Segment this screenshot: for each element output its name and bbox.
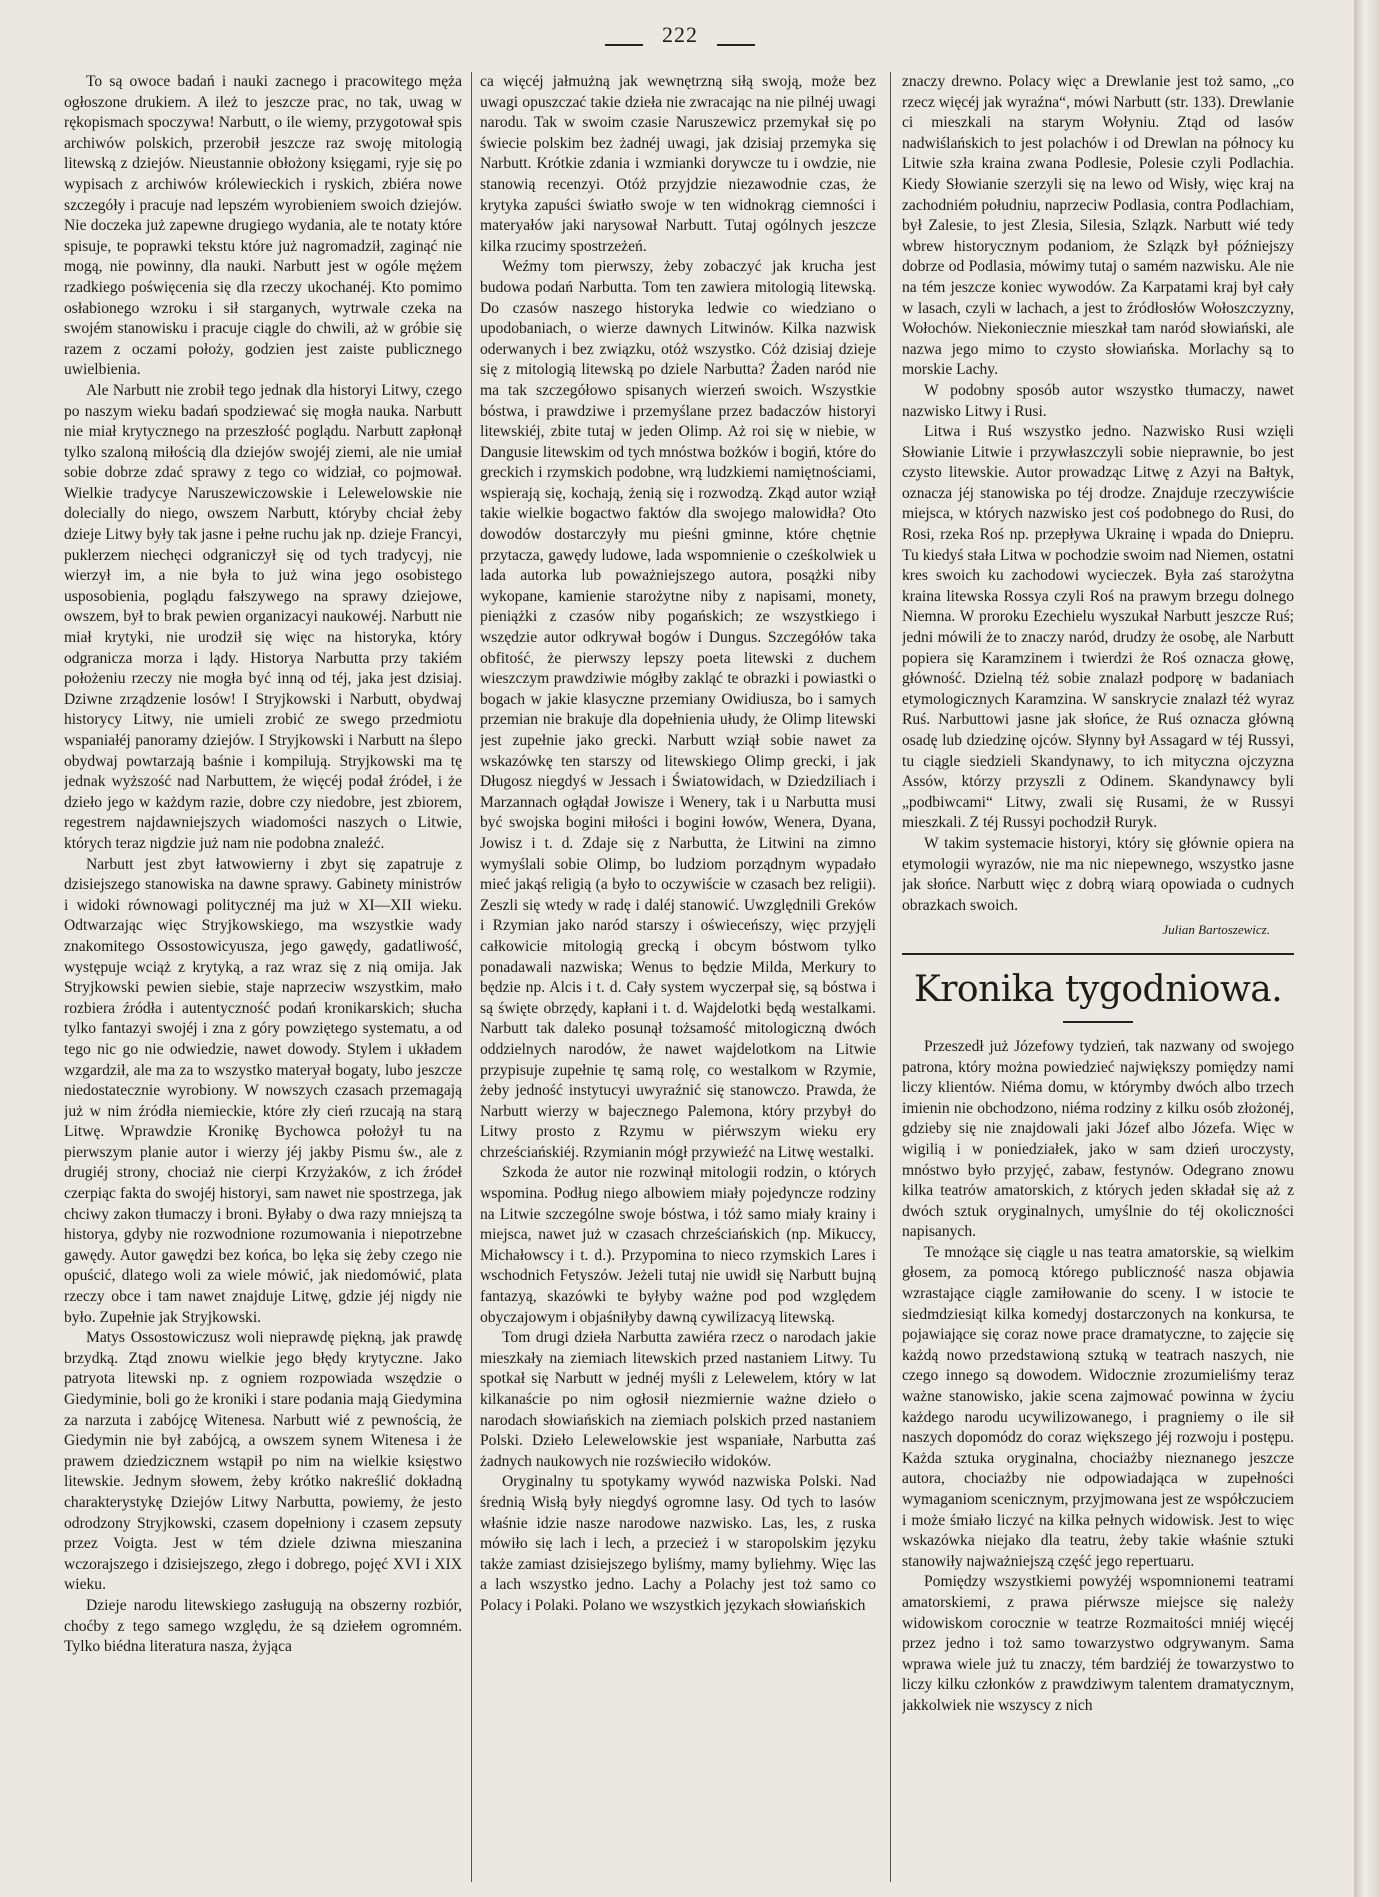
article-signature: Julian Bartoszewicz. bbox=[1162, 922, 1270, 938]
page-header bbox=[0, 18, 1380, 58]
paragraph: To są owoce badań i nauki zacnego i pracowitego męża ogłoszone drukiem. A ileż to jeszcze prac, no tak, uwag w rękopismach spoczywa! Narbutt, o ile wiemy, przygotował spis archiwów polskich, przerobił jeszcze raz swoję mitologią litewską z dziejów. Nieustannie obłożony księgami, ryje się po wypisach z archiwów królewieckich i ryskich, zbiéra nowe szczegóły i pracuje nad lepszém wyrobieniem swoich dziejów. Nie doczeka już zapewne drugiego wydania, ale te notaty które spisuje, te poprawki tekstu które już nagromadził, zaginąć nie mogą, nie powinny, dla nauki. Narbutt jest w ogóle mężem rzadkiego poświęcenia się dla rzeczy ukochanéj. Kto pomimo osłabionego wzroku i sił starganych, wytrwale czeka na swojém stanowisku i pracuje ciągle do chwili, aż w gróbie się razem z oczami położy, godzien jest zaiste publicznego uwielbienia. bbox=[64, 73, 462, 379]
column-divider bbox=[471, 72, 472, 1882]
paragraph: Oryginalny tu spotykamy wywód nazwiska Polski. Nad średnią Wisłą były niegdyś ogromne lasy. Od tych to lasów właśnie idzie nasze narodowe nazwisko. Las, les, z ruska mówiło się lach i lech, a przecież i w staropolskim języku także zamiast dzisiejszego byliśmy, mamy byliehmy. Więc las a lach wszystko jedno. Lachy a Polachy jest toż samo co Polacy i Polaki. Polano we wszystkich językach słowiańskich bbox=[480, 1473, 876, 1614]
paragraph: Pomiędzy wszystkiemi powyżéj wspomnionemi teatrami amatorskiemi, z prawa piérwsze miejsce się należy widowiskom corocznie w teatrze Rozmaitości mniéj więcéj przez jedno i toż samo towarzystwo odgrywanym. Sama wprawa wiele już tu znaczy, tém bardziéj że towarzystwo to liczy kilku członków z prawdziwym talentem dramatycznym, jakkolwiek nie wszyscy z nich bbox=[902, 1573, 1294, 1714]
header-rule-right bbox=[717, 44, 755, 46]
paragraph: Ale Narbutt nie zrobił tego jednak dla historyi Litwy, czego po naszym wieku badań spodziewać się mogła nauka. Narbutt nie miał krytycznego na przeszłość poglądu. Narbutt zapłonął tylko szaloną miłością dla dziejów swojéj ziemi, ale nie umiał sobie dobrze zdać sprawy z tego co widział, co pojmował. Wielkie tradycye Naruszewiczowskie i Lelewelowskie nie dolecially do niego, owszem Narbutt, któryby chciał żeby dzieje Litwy były tak jasne i pełne ruchu jak np. dzieje Francyi, puklerzem niechęci odgraniczył się od tych tradycyj, nie wierzył im, a nie była to już wina jego osobistego usposobienia, poglądu fałszywego na sprawy dziejowe, owszem, był to brak pewien organizacyi naukowéj. Narbutt nie miał krytyki, nie urodził się więc na historyka, który odgranicza morza i lądy. Historya Narbutta przy takiém położeniu rzeczy nie mogła być inną od téj, jaka jest dzisiaj. Dziwne zrządzenie losów! I Stryjkowski i Narbutt, obydwaj historycy Litwy, nie umieli zrobić ze swego przedmiotu wspaniałéj panoramy dziejów. I Stryjkowski i Narbutt na ślepo obydwaj powtarzają baśnie i kompilują. Stryjkowski ma tę jednak wyższość nad Narbuttem, że więcéj podał źródeł, i że dzieło jego w każdym razie, dobre czy niedobre, jest zbiorem, regestrem najdawniejszych wiadomości naszych o Litwie, których teraz nigdzie już nam nie podobna znaleźć. bbox=[64, 381, 462, 852]
paragraph: Matys Ossostowiczusz woli nieprawdę piękną, jak prawdę brzydką. Ztąd znowu wielkie jego błędy krytyczne. Jako patryota litewski np. z ogniem rozpowiada wszędzie o Giedyminie, boli go że kroniki i stare podania mają Giedymina za narzuta i zabójcę Witenesa. Narbutt wié z pewnością, że Giedymin nie był zabójcą, a owszem synem Witenesa i że prawem dziedzicznem wstąpił po nim na wielkie księstwo litewskie. Jednym słowem, żeby krótko nakreślić dokładną charakterystykę Dziejów Litwy Narbutta, powiemy, że jesto odrodzony Stryjkowski, czasem dopełniony i czasem zepsuty przez Voigta. Jest w tém dziele dziwna mieszanina wczorajszego i dzisiejszego, złego i dobrego, pojęć XVI i XIX wieku. bbox=[64, 1329, 462, 1594]
paragraph: Weźmy tom pierwszy, żeby zobaczyć jak krucha jest budowa podań Narbutta. Tom ten zawiera mitologią litewską. Do czasów naszego historyka ledwie co wiedziano o upodobaniach, o wierze dawnych Litwinów. Kilka nazwisk oderwanych i bez związku, otóż wszystko. Cóż dzisiaj dzieje się z mitologią litewską po dziele Narbutta? Żaden naród nie ma tak szczegółowo spisanych wierzeń swoich. Wszystkie bóstwa, i prawdziwe i przemyślane przez badaczów historyi litewskiéj, zbite tutaj w jeden Olimp. Aż roi się w niebie, w Dangusie litewskim od tych mnóstwa bożków i bogiń, które do greckich i rzymskich podobne, wrą ludzkiemi namiętnościami, wspierają się, kochają, żenią się i rozwodzą. Zkąd autor wziął takie wielkie bogactwo faktów dla swojego malowidła? Oto dowodów dostarczyły mu pieśni gminne, które chętnie przytacza, gawędy ludowe, lada wspomnienie o cześkolwiek u lada autorka lub poważniejszego autora, posążki niby wykopane, kamienie starożytne niby z napisami, monety, pieniążki z czasów niby pogańskich; ze wszystkiego i wszędzie autor odkrywał bogów i Dungus. Szczegółów taka obfitość, że pierwszy lepszy poeta litewski z duchem wieszczym prawdziwie mógłby zakląć te obrazki i powiastki o bogach w jakie klasyczne przemiany Owidiusza, bo i samych przemian nie brakuje dla dopełnienia ułudy, że Olimp litewski jest zupełnie jako grecki. Narbutt wziął sobie nawet za wskazówkę ten starszy od litewskiego Olimp grecki, i jak Długosz niegdyś w Jessach i Światowidach, w Dziedziliach i Marzannach ogłądał Jowisze i Wenery, tak i u Narbutta musi być swojska bogini miłości i bogini łowów, Wenera, Dyana, Jowisz i t. d. Zdaje się z Narbutta, że Litwini na zimno wymyślali sobie Olimp, bo ludziom porządnym wypadało mieć jakąś religią (a było to oczywiście w czasach bez religii). Zeszli się wtedy w radę i daléj stanowić. Uwzględnili Greków i Rzymian jako naród starszy i oświeceńszy, więc przyjęli całkowicie mitologią grecką i obcym bóstwom tylko ponadawali nazwiska; Wenus to będzie Milda, Merkury to będzie np. Alcis i t. d. Cały system wyczerpał się, są bóstwa i są święte obrzędy, kapłani i t. d. Wajdelotki będą westalkami. Narbutt tak daleko posunął tożsamość mitologiczną dwóch oddzielnych narodów, że nawet wajdelotkom na Litwie przypisuje zupełnie tę samą rolę, co westalkom w Rzymie, żeby jedność instytucyi uwyraźnić się stanowczo. Prawda, że Narbutt wierzy w bajecznego Palemona, który przybył do Litwy prosto z Rzymu w piérwszym wieku ery chrześciańskiéj. Rzymianin mógł przywieźć na Litwę westalki. bbox=[480, 258, 876, 1161]
title-underline bbox=[1063, 1021, 1133, 1023]
column-left bbox=[64, 72, 462, 1882]
paragraph: ca więcéj jałmużną jak wewnętrzną siłą swoją, może bez uwagi opuszczać takie dzieła nie zwracając na nie pilnéj uwagi narodu. Tak w swoim czasie Naruszewicz przemykał się po świecie polskim bez żadnéj uwagi, jak dzisiaj przemyka się Narbutt. Krótkie zdania i wzmianki dorywcze tu i owdzie, nie stanowią recenzyi. Otóż przyjdzie niezawodnie czas, że krytyka zapuści światło swoje w ten widnokrąg ciemności i materyałów jaki narysował Narbutt. Tutaj ogólnych jeszcze kilka rzucimy spostrzeżeń. bbox=[480, 73, 876, 255]
paragraph: Tom drugi dzieła Narbutta zawiéra rzecz o narodach jakie mieszkały na ziemiach litewskich przed nastaniem Litwy. Tu spotkał się Narbutt w jednéj myśli z Lelewelem, który w lat kilkanaście po nim ogłosił niezmiernie ważne dzieło o narodach słowiańskich na ziemiach polskich przed nastaniem Polski. Dzieło Lelewelowskie jest wspaniałe, Narbutta zaś żadnych naukowych nie rozświeciło widoków. bbox=[480, 1329, 876, 1470]
section-title: Kronika tygodniowa. bbox=[913, 968, 1283, 1010]
paragraph: Dzieje narodu litewskiego zasługują na obszerny rozbiór, choćby z tego samego względu, że są dziełem ogromném. Tylko biédna literatura nasza, żyjąca bbox=[64, 1596, 462, 1656]
paragraph: Te mnożące się ciągle u nas teatra amatorskie, są wielkim głosem, za pomocą którego publiczność nasza objawia wzrastające ciągle zamiłowanie do sceny. I w istocie te siedmdziesiąt kilka komedyj dostarczonych na konkursa, te pojawiające się coraz nowe prace dramatyczne, to zajęcie się każdą nowo przedstawioną sztuką w teatrach naszych, nie czego innego są dowodem. Widocznie zrozumieliśmy teraz ważne stanowisko, jakie scena zajmować powinna w życiu każdego narodu ucywilizowanego, i pragniemy o ile sił naszych dopomódz do coraz większego jéj rozwoju i postępu. Każda sztuka oryginalna, chociażby nieznanego jeszcze autora, chociażby nie odpowiadająca w zupełności wymaganiom scenicznym, przyjmowana jest ze współczuciem i może śmiało liczyć na kilka pełnych widowisk. Jest to więc wskazówka niejako dla teatru, żeby takie właśnie sztuki stanowiły najważniejszą część jego repertuaru. bbox=[902, 1243, 1294, 1570]
column-divider bbox=[890, 72, 891, 1882]
section-separator bbox=[902, 953, 1294, 955]
page-number: 222 bbox=[662, 22, 698, 47]
paragraph: W takim systemacie historyi, który się głównie opiera na etymologii wyrazów, nie ma nic niepewnego, wszystko jasne jak słońce. Narbutt więc z dobrą wiarą opowiada o cudnych obrazkach swoich. bbox=[902, 834, 1294, 914]
column-right bbox=[902, 72, 1294, 1882]
header-rule-left bbox=[605, 44, 643, 46]
paragraph: W podobny sposób autor wszystko tłumaczy, nawet nazwisko Litwy i Rusi. bbox=[902, 381, 1294, 420]
paragraph: Narbutt jest zbyt łatwowierny i zbyt się zapatruje z dzisiejszego stanowiska na dawne sprawy. Gabinety ministrów i widoki równowagi politycznéj ma już w XI—XII wieku. Odtwarzając więc Stryjkowskiego, ma wszystkie wady znakomitego Ossostowicyusza, jego gawędy, gadatliwość, występuje wciąż z krytyką, a raz wraz się z nią omija. Jak Stryjkowski pewien siebie, staje naprzeciw wszystkim, mało rozbiera źródła i autentyczność podań kronikarskich; słucha tylko fantazyi swojéj i zna z góry powziętego systematu, a od tego nic go nie odwiedzie, nawet dowody. Stylem i układem wzgardził, ale ma za to wszystko materyał bogaty, lubo jeszcze niedostatecznie wyrobiony. W nowszych czasach przemagają już w nim źródła niemieckie, które zły cień rzucają na starą Litwę. Wprawdzie Kronikę Bychowca położył tu na pierwszym planie autor i wierzy jéj jakby Pismu św., ale z drugiéj strony, chociaż nie cierpi Krzyżaków, z ich źródeł czerpiąc fakta do swojéj historyi, sam nawet nie spostrzega, jak chciwy zakon tłumaczy i broni. Byłaby o dwa razy mniejszą ta historya, gdyby nie rozwodnione rozumowania i niepotrzebne gawędy. Autor gawędzi bez końca, bo lęka się żeby czego nie opuścić, dlatego woli za wiele mówić, jak niedomówić, plata rzeczy obce i tam nawet znajduje Litwę, gdzie jéj nigdy nie było. Zupełnie jak Stryjkowski. bbox=[64, 855, 462, 1326]
paragraph: znaczy drewno. Polacy więc a Drewlanie jest toż samo, „co rzecz więcéj jak wyraźna“, mówi Narbutt (str. 133). Drewlanie ci mieszkali na starym Wołyniu. Ztąd od lasów nadwiślańskich to jest polachów i od Drewlan na północy ku Litwie szła kraina zwana Podlesie, Polesie czyli Podlachia. Kiedy Słowianie szerzyli się na lewo od Wisły, więc kraj na zachodniém południu, naprzeciw Podlasia, contra Podlachiam, był Zalesie, to jest Zlesia, Silesia, Szlązk. Narbutt wié tedy wbrew historycznym podaniom, że Szlązk był późniejszy dobrze od Podlasia, mówimy tutaj o samém nazwisku. Ale nie na tém jeszcze koniec wywodów. Za Karpatami kraj był cały w lasach, czyli w lachach, a jest to źródłosłów Wołoszczyzny, Wołochów. Niekoniecznie mieszkał tam naród słowiański, ale nazwa jego mimo to czysto słowiańska. Morlachy są to morskie Lachy. bbox=[902, 73, 1294, 379]
paragraph: Litwa i Ruś wszystko jedno. Nazwisko Rusi wzięli Słowianie Litwie i przywłaszczyli sobie nieprawnie, bo jest czysto litewskie. Autor prowadząc Litwę z Azyi na Bałtyk, oznacza jéj stanowiska po téj drodze. Znajduje rzeczywiście miejsca, w których nazwisko jest coś podobnego do Rusi, do Rosi, rzeka Roś np. przepływa Ukrainę i wpada do Dniepru. Tu kiedyś stała Litwa w pochodzie swoim nad Niemen, ostatni kres swoich ku zachodowi wycieczek. Była zaś starożytna kraina litewska Rossya czyli Roś na prawym brzegu dolnego Niemna. W proroku Ezechielu wyszukał Narbutt jeszcze Ruś; jedni mówili że to znaczy naród, drudzy że osobę, ale Narbutt popiera się Karamzinem i twierdzi że Roś oznacza głowę, główność. Dzielną téż sobie znalazł podporę w badaniach etymologicznych Karamzina. W sanskrycie znalazł téż wyraz Ruś. Narbuttowi jasne jak słońce, że Ruś oznacza główną osadę lub dziedzinę ojców. Słynny był Assagard w téj Russyi, tu ciągle siedzieli Skandynawy, to ich mityczna ojczyzna Assów, którzy przyszli z Odinem. Skandynawcy byli „podbiwcami“ Litwy, zwali się Rusami, że w Russyi mieszkali. Z téj Russyi pochodził Ruryk. bbox=[902, 423, 1294, 832]
facing-page-edge bbox=[1354, 0, 1380, 1897]
paragraph: Szkoda że autor nie rozwinął mitologii rodzin, o których wspomina. Podług niego albowiem miały pojedyncze rodziny na Litwie szczególne swoje bóstwa, i tóż samo miały krainy i miejsca, nawet już w czasach chrześciańskich (np. Mikuccy, Michałowscy i t. d.). Przypomina to nieco rzymskich Lares i wschodnich Fetyszów. Jeżeli tutaj nie uwidł się Narbutt bujną fantazyą, skazówki te byłyby ważne pod pod względem obyczajowym i objaśniłyby dawną cywilizacyą litewską. bbox=[480, 1164, 876, 1326]
column-middle bbox=[480, 72, 876, 1882]
paragraph: Przeszedł już Józefowy tydzień, tak nazwany od swojego patrona, który można powiedzieć największy pomiędzy nami liczy klientów. Niéma domu, w którymby dwóch albo trzech imienin nie obchodzono, niéma rodziny z kilku osób złożonéj, gdzieby się nie znajdowali jaki Józef albo Józefa. Więc w wigilią i w poniedziałek, jako w sam dzień uroczysty, mnóstwo było przyjęć, zabaw, festynów. Odegrano znowu kilka teatrów amatorskich, z których jeden składał się aż z dwóch sztuk oryginalnych, umyślnie do téj okoliczności napisanych. bbox=[902, 1037, 1294, 1241]
